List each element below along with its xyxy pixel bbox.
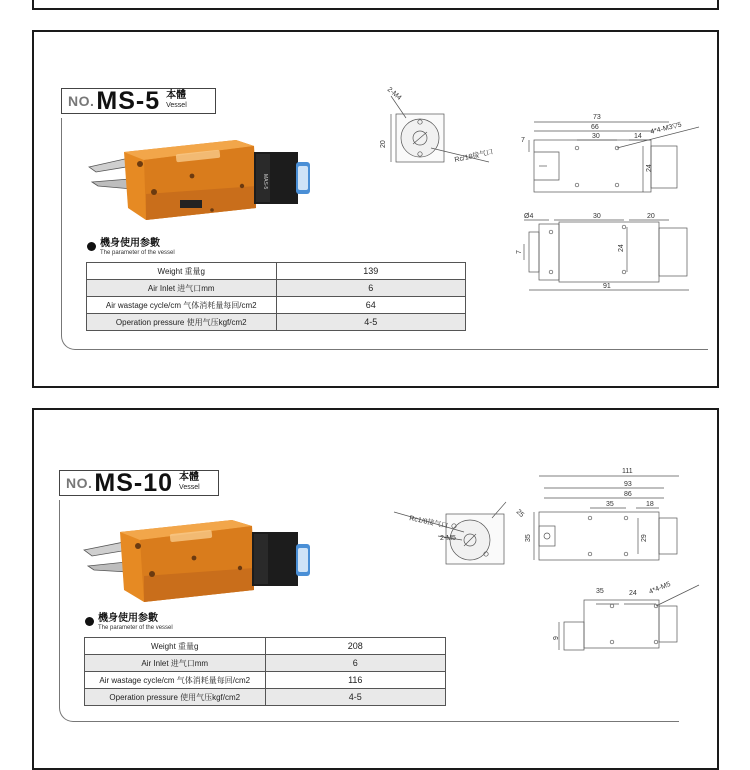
dim-label: 7 [521, 137, 525, 144]
dim-label: 24 [646, 164, 653, 172]
section-ms5 [32, 30, 719, 388]
dim-label: 20 [647, 213, 655, 220]
param-value: 4-5 [265, 689, 445, 706]
dim-label: 111 [622, 468, 633, 475]
dim-label: 86 [624, 491, 632, 498]
dim-label: 18 [646, 501, 654, 508]
bullet-dot [87, 242, 96, 251]
badge-model: MS-5 [96, 87, 161, 115]
param-value: 6 [265, 655, 445, 672]
dim-label: 9 [553, 636, 560, 640]
dim-label: 25 [514, 508, 526, 519]
dim-label: 2-M4 [385, 86, 403, 102]
dim-label: 7 [516, 250, 523, 254]
param-label: Operation pressure 使用气压kgf/cm2 [87, 314, 277, 331]
dim-label: 24 [618, 244, 625, 252]
top-panel-edge [32, 0, 719, 10]
dim-label: 24 [629, 590, 637, 597]
dim-label: 66 [591, 124, 599, 131]
badge-en: Vessel [179, 484, 200, 491]
param-label: Weight 重量g [85, 638, 266, 655]
badge-en: Vessel [166, 102, 187, 109]
dim-label: 2-M5 [440, 535, 456, 542]
badge-model: MS-10 [94, 469, 174, 497]
param-value: 64 [276, 297, 465, 314]
technical-drawing-ms10 [374, 460, 714, 690]
dim-label: 91 [603, 283, 611, 290]
dim-label: 4*4-M3▽5 [649, 121, 683, 136]
dim-label: 35 [606, 501, 614, 508]
badge-prefix: NO. [68, 93, 95, 109]
param-title [85, 613, 173, 632]
table-row [85, 689, 446, 706]
technical-drawing-ms5 [379, 82, 714, 312]
param-label: Air wastage cycle/cm 气体消耗量每回/cm2 [85, 672, 266, 689]
param-title-en: The parameter of the vessel [100, 250, 175, 256]
section-ms10 [32, 408, 719, 770]
param-value: 139 [276, 263, 465, 280]
table-row [87, 314, 466, 331]
dim-label: 20 [380, 140, 387, 148]
dim-label: 30 [592, 133, 600, 140]
param-label: Air Inlet 进气口mm [87, 280, 277, 297]
param-label: Air wastage cycle/cm 气体消耗量每回/cm2 [87, 297, 277, 314]
model-badge [59, 470, 219, 496]
dim-label: Rc1/8接气口 [408, 515, 449, 531]
badge-zh: 本體 [166, 90, 187, 101]
dim-label: 35 [525, 534, 532, 542]
gripper-image-ms10 [82, 516, 312, 612]
dim-label: 14 [634, 133, 642, 140]
badge-zh: 本體 [179, 472, 200, 483]
gripper-body-text: MAS-5 [262, 174, 268, 190]
dim-label: 4*4-M5 [648, 580, 672, 596]
dim-label: 30 [593, 213, 601, 220]
dim-label: 29 [641, 534, 648, 542]
param-title-zh: 機身使用参數 [100, 238, 160, 249]
gripper-image-ms5 [84, 134, 314, 230]
param-title-en: The parameter of the vessel [98, 625, 173, 631]
param-title [87, 238, 175, 257]
param-title-zh: 機身使用参數 [98, 613, 158, 624]
badge-prefix: NO. [66, 475, 93, 491]
param-label: Weight 重量g [87, 263, 277, 280]
param-value: 116 [265, 672, 445, 689]
model-badge [61, 88, 216, 114]
param-label: Operation pressure 使用气压kgf/cm2 [85, 689, 266, 706]
dim-label: 73 [593, 114, 601, 121]
bullet-dot [85, 617, 94, 626]
param-value: 6 [276, 280, 465, 297]
dim-label: Rc/18接气口 [453, 148, 494, 164]
dim-label: 35 [596, 588, 604, 595]
dim-label: 93 [624, 481, 632, 488]
param-label: Air Inlet 进气口mm [85, 655, 266, 672]
dim-label: Ø4 [524, 213, 534, 220]
param-value: 208 [265, 638, 445, 655]
param-value: 4-5 [276, 314, 465, 331]
